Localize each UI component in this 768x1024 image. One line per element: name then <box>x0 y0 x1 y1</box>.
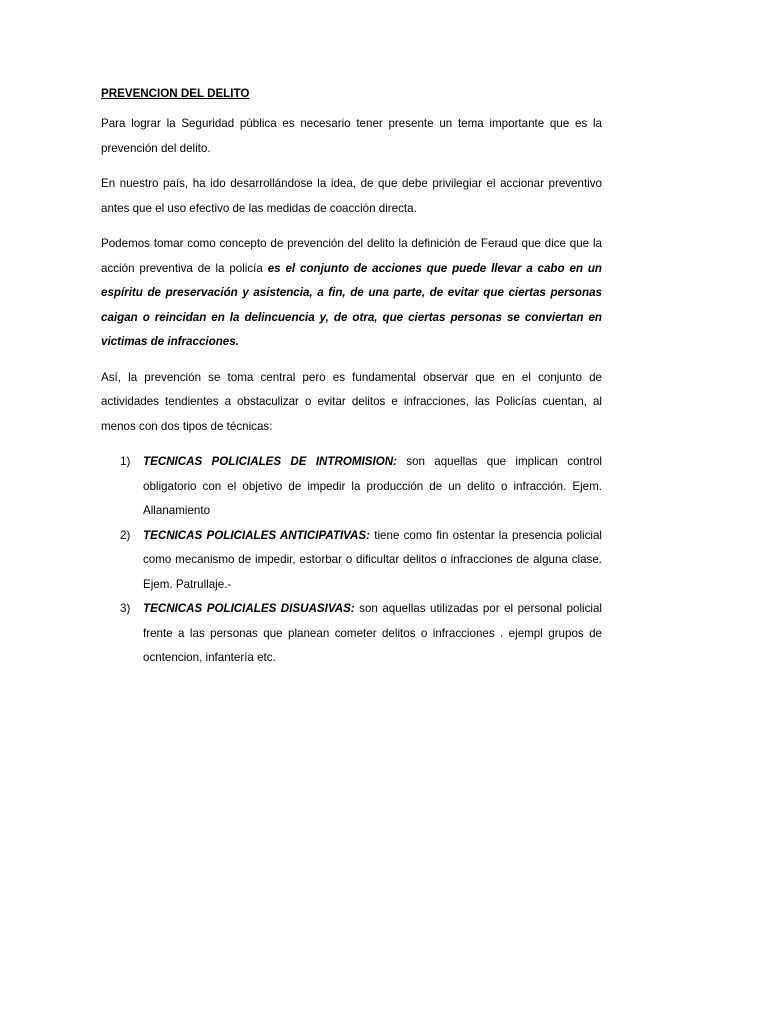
paragraph-feraud-text: Podemos tomar como concepto de prevención del delito la definición de Feraud que dice que la acción preventiva de la policía <box>101 237 602 275</box>
techniques-list <box>101 450 602 671</box>
document-body <box>101 84 602 671</box>
paragraph-techniques-intro <box>101 366 602 440</box>
list-item-term: TECNICAS POLICIALES DE INTROMISION: <box>143 455 397 468</box>
paragraph-preventive-idea-text: En nuestro país, ha ido desarrollándose la idea, de que debe privilegiar el accionar preventivo antes que el uso efectivo de las medidas de coacción directa. <box>101 177 602 215</box>
list-item-number: 1) <box>120 455 131 468</box>
list-item-description: tiene como fin ostentar la presencia policial como mecanismo de impedir, estorbar o dificultar delitos o infracciones de alguna clase. Ejem. Patrullaje.- <box>143 528 602 591</box>
paragraph-feraud-definition <box>101 232 602 355</box>
list-item <box>101 597 602 671</box>
list-item-term: TECNICAS POLICIALES DISUASIVAS: <box>143 602 355 615</box>
paragraph-preventive-idea <box>101 172 602 221</box>
paragraph-techniques-intro-text: Así, la prevención se toma central pero es fundamental observar que en el conjunto de actividades tendientes a obstaculizar o evitar delitos e infracciones, las Policías cuentan, al menos con dos tipos de técnicas: <box>101 370 602 433</box>
document-title: PREVENCION DEL DELITO <box>101 87 250 100</box>
list-item <box>101 450 602 524</box>
list-item-description: son aquellas utilizadas por el personal policial frente a las personas que planean cometer delitos o infracciones . ejempl grupos de ocntencion, infantería etc. <box>143 602 602 664</box>
list-item-number: 3) <box>120 602 131 615</box>
paragraph-intro-text: Para lograr la Seguridad pública es necesario tener presente un tema importante que es la prevención del delito. <box>101 117 602 155</box>
list-item <box>101 524 602 598</box>
list-item-description: son aquellas que implican control obligatorio con el objetivo de impedir la producción de un delito o infracción. Ejem. Allanamiento <box>143 455 603 517</box>
paragraph-intro <box>101 112 602 161</box>
list-item-term: TECNICAS POLICIALES ANTICIPATIVAS: <box>143 528 371 542</box>
list-item-number: 2) <box>120 528 131 542</box>
feraud-definition-emphasis: es el conjunto de acciones que puede llevar a cabo en un espíritu de preservación y asistencia, a fin, de una parte, de evitar que ciertas personas caigan o reincidan en la delincuencia y, de otra, que ciertas personas se conviertan en victimas de infracciones. <box>101 261 602 348</box>
